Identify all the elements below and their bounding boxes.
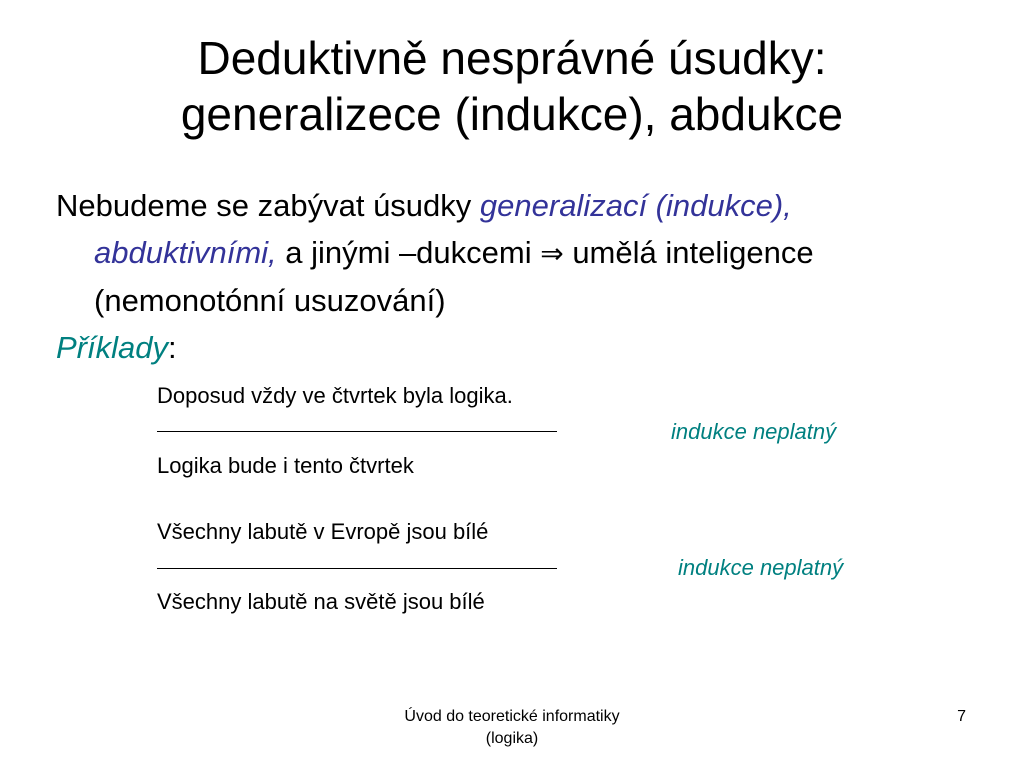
page-number: 7: [957, 708, 966, 725]
slide-body: [56, 182, 956, 371]
footer-line-1: Úvod do teoretické informatiky: [404, 708, 620, 725]
slide-title-line-2: generalizece (indukce), abdukce: [180, 88, 844, 140]
example-1-premise: Doposud vždy ve čtvrtek byla logika.: [157, 383, 513, 408]
intro-suffix: umělá inteligence (nemonotónní usuzování): [94, 235, 814, 318]
intro-middle: a jinými –dukcemi: [276, 235, 541, 270]
example-2-conclusion: Všechny labutě na světě jsou bílé: [157, 589, 485, 614]
example-2-verdict: indukce neplatný: [678, 555, 844, 580]
footer-course-title: [312, 706, 712, 750]
slide-title-line-1: Deduktivně nesprávné úsudky:: [197, 32, 827, 84]
intro-paragraph: [56, 182, 956, 324]
intro-prefix: Nebudeme se zabývat úsudky: [56, 188, 480, 223]
example-2-premise: Všechny labutě v Evropě jsou bílé: [157, 519, 489, 544]
example-1-verdict: indukce neplatný: [671, 419, 837, 444]
example-1-inference-line: [157, 431, 557, 432]
examples-heading: [56, 324, 956, 371]
example-1-conclusion: Logika bude i tento čtvrtek: [157, 453, 414, 478]
example-2-inference-line: [157, 568, 557, 569]
slide-title: [40, 30, 984, 142]
intro-emphasis: generalizací (indukce), abduktivními,: [94, 188, 792, 270]
implies-arrow-icon: ⇒: [540, 237, 564, 270]
examples-label: Příklady: [56, 330, 168, 365]
examples-colon: :: [167, 330, 177, 365]
footer-line-2: (logika): [485, 730, 539, 747]
